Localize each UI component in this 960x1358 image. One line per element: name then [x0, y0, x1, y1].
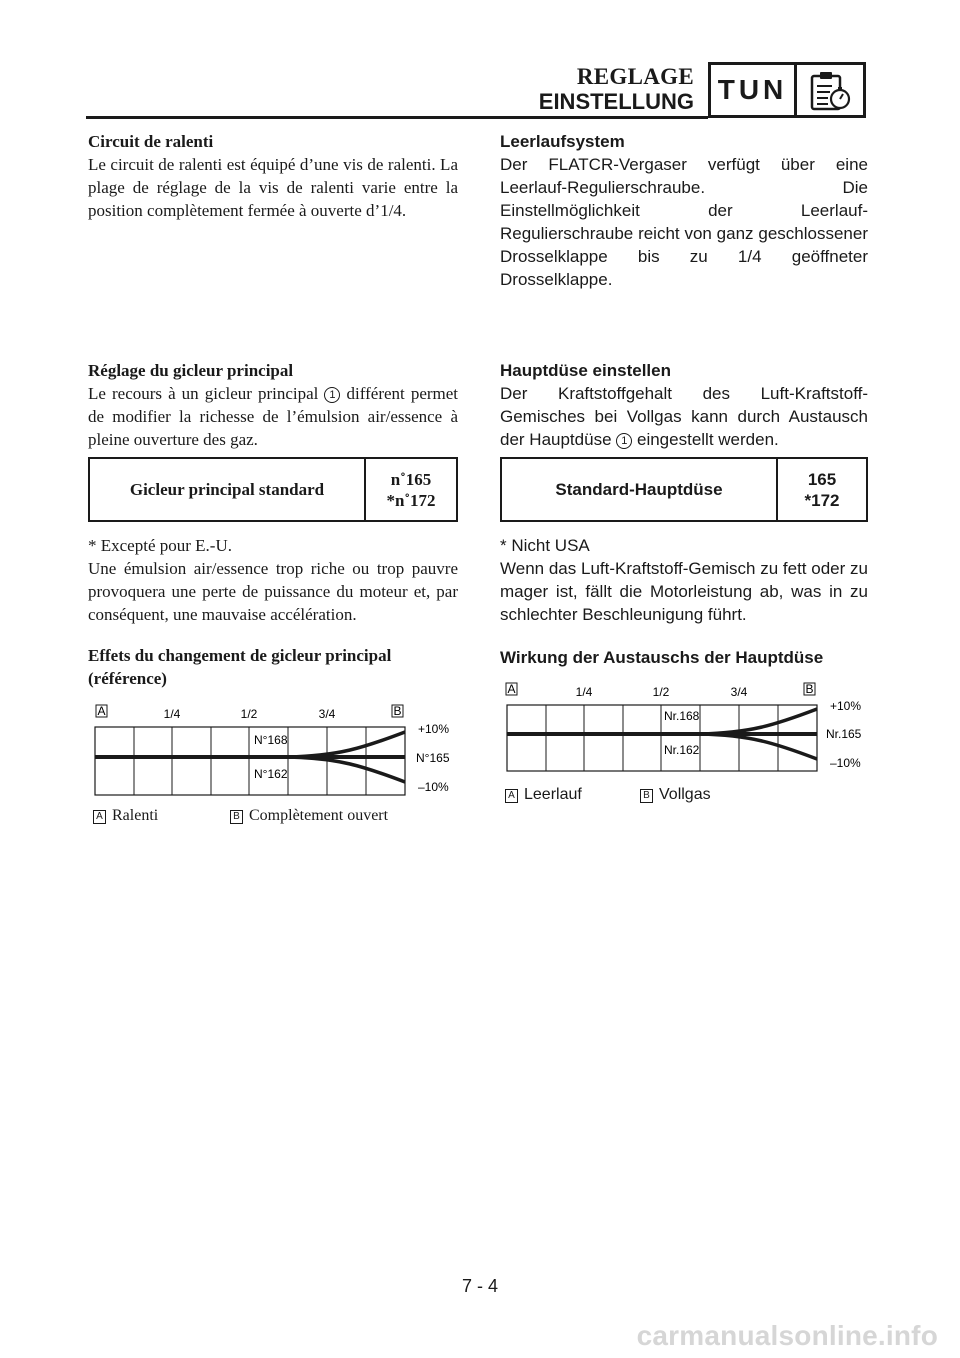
fr-spec-label: Gicleur principal standard	[89, 458, 365, 521]
fr-legend-b-text: Complètement ouvert	[249, 807, 389, 824]
de-diagram-tick-2: 1/2	[652, 685, 670, 699]
de-diagram-tick-1: 1/4	[575, 685, 593, 699]
de-legend-b-marker: B	[640, 789, 653, 803]
de-note-section	[500, 534, 868, 626]
de-diagram-right-top: +10%	[830, 699, 862, 713]
svg-text:A: A	[97, 704, 106, 718]
fr-diagram-right-mid: N°165	[416, 751, 450, 765]
de-diagram-marker-a	[506, 682, 517, 696]
de-idle-heading: Leerlaufsystem	[500, 132, 625, 151]
de-jet-text	[500, 382, 868, 451]
de-diagram-lower-label: Nr.162	[664, 743, 700, 757]
fr-jet-section	[88, 359, 458, 451]
fr-diagram-right-bot: –10%	[418, 780, 449, 794]
header-title-de: EINSTELLUNG	[538, 89, 694, 114]
fr-spec-table	[88, 457, 458, 522]
fr-idle-section	[88, 130, 458, 222]
fr-idle-heading: Circuit de ralenti	[88, 132, 214, 151]
fr-effects-heading: Effets du changement de gicleur principal (référence)	[88, 646, 392, 688]
fr-spec-value-2: *n˚172	[386, 490, 436, 510]
de-diagram-marker-b	[804, 682, 815, 696]
fr-jet-heading: Réglage du gicleur principal	[88, 361, 294, 380]
de-diagram-curve-lower	[700, 734, 817, 759]
fr-legend-a-text: Ralenti	[112, 807, 159, 824]
de-jet-section	[500, 359, 868, 451]
fr-diagram-marker-b	[392, 704, 403, 718]
fr-part-ref: 1	[324, 387, 340, 403]
de-diagram-right-mid: Nr.165	[826, 727, 862, 741]
de-spec-value-2: *172	[804, 490, 840, 510]
fr-jet-text-pre: Le recours à un gicleur principal	[88, 384, 319, 403]
clipboard-stopwatch-icon	[797, 65, 863, 115]
de-spec-value-1: 165	[807, 469, 837, 489]
fr-warning-text: Une émulsion air/essence trop riche ou trop pauvre provoquera une perte de puissance du moteur et, par conséquent, une mauvaise accélération.	[88, 559, 458, 624]
de-diagram-upper-label: Nr.168	[664, 709, 700, 723]
de-part-ref: 1	[616, 433, 632, 449]
de-jet-heading: Hauptdüse einstellen	[500, 361, 671, 380]
de-legend-a-marker: A	[505, 789, 518, 803]
de-jet-text-pre: Der Kraftstoffgehalt des Luft-Kraftstoff-Gemisches bei Vollgas kann durch Austausch der Hauptdüse	[500, 384, 868, 449]
de-spec-table	[500, 457, 868, 522]
de-diagram-right-bot: –10%	[830, 756, 861, 770]
de-jet-text-post: eingestellt werden.	[637, 430, 779, 449]
de-idle-section	[500, 130, 868, 291]
fr-spec-value	[365, 458, 457, 521]
page-number: 7 - 4	[461, 1276, 499, 1296]
de-legend-a	[505, 786, 582, 804]
fr-jet-diagram	[88, 696, 468, 806]
de-effects-heading: Wirkung der Austauschs der Hauptdüse	[500, 648, 824, 667]
fr-effects-section	[88, 644, 458, 690]
de-warning-text: Wenn das Luft-Kraftstoff-Gemisch zu fett oder zu mager ist, fällt die Motorleistung ab, was in zu schlechter Beschleunigung führt.	[500, 559, 868, 624]
fr-legend-a-marker: A	[93, 810, 106, 824]
fr-diagram-lower-label: N°162	[254, 767, 288, 781]
section-badge-text: TUN	[711, 65, 797, 115]
svg-text:A: A	[507, 682, 516, 696]
watermark: carmanualsonline.info	[636, 1320, 938, 1351]
fr-legend-b	[230, 807, 388, 825]
fr-diagram-curve-lower	[288, 757, 405, 782]
de-effects-section	[500, 646, 868, 669]
svg-text:B: B	[393, 704, 402, 718]
fr-diagram-frame	[95, 727, 405, 795]
svg-text:B: B	[805, 682, 814, 696]
fr-legend-a	[93, 807, 158, 825]
fr-note: * Excepté pour E.-U.	[88, 536, 232, 555]
de-jet-diagram	[500, 674, 880, 784]
de-spec-label: Standard-Hauptdüse	[501, 458, 777, 521]
de-idle-text: Der FLATCR-Vergaser verfügt über eine Leerlauf-Regulierschraube. Die Einstellmöglichkeit der Leerlauf-Regulierschraube reicht von ganz geschlossener Drosselklappe bis zu 1/4 geöffneter Drosselklappe.	[500, 155, 868, 289]
fr-legend-b-marker: B	[230, 810, 243, 824]
fr-diagram-tick-1: 1/4	[163, 707, 181, 721]
de-note: * Nicht USA	[500, 536, 590, 555]
fr-jet-text	[88, 382, 458, 451]
fr-diagram-curve-upper	[288, 732, 405, 757]
fr-note-section	[88, 534, 458, 626]
fr-diagram-tick-2: 1/2	[240, 707, 258, 721]
fr-diagram-right-top: +10%	[418, 722, 450, 736]
de-diagram-tick-3: 3/4	[730, 685, 748, 699]
de-legend-b-text: Vollgas	[659, 786, 711, 803]
fr-diagram-upper-label: N°168	[254, 733, 288, 747]
header-title-fr: REGLAGE	[576, 64, 694, 89]
fr-diagram-marker-a	[96, 704, 107, 718]
de-legend-a-text: Leerlauf	[524, 786, 582, 803]
fr-diagram-tick-3: 3/4	[318, 707, 336, 721]
de-diagram-curve-upper	[700, 709, 817, 734]
header-rule	[86, 116, 708, 119]
section-badge	[708, 62, 866, 118]
fr-jet-text-post: différent permet de modifier la richesse de l’émulsion air/essence à pleine ouverture des gaz.	[88, 384, 459, 449]
fr-idle-text: Le circuit de ralenti est équipé d’une vis de ralenti. La plage de réglage de la vis de ralenti varie entre la position complètement fermée à ouverte d’1/4.	[88, 155, 458, 220]
de-legend-b	[640, 786, 711, 804]
fr-spec-value-1: n˚165	[390, 469, 432, 489]
de-spec-value	[777, 458, 867, 521]
